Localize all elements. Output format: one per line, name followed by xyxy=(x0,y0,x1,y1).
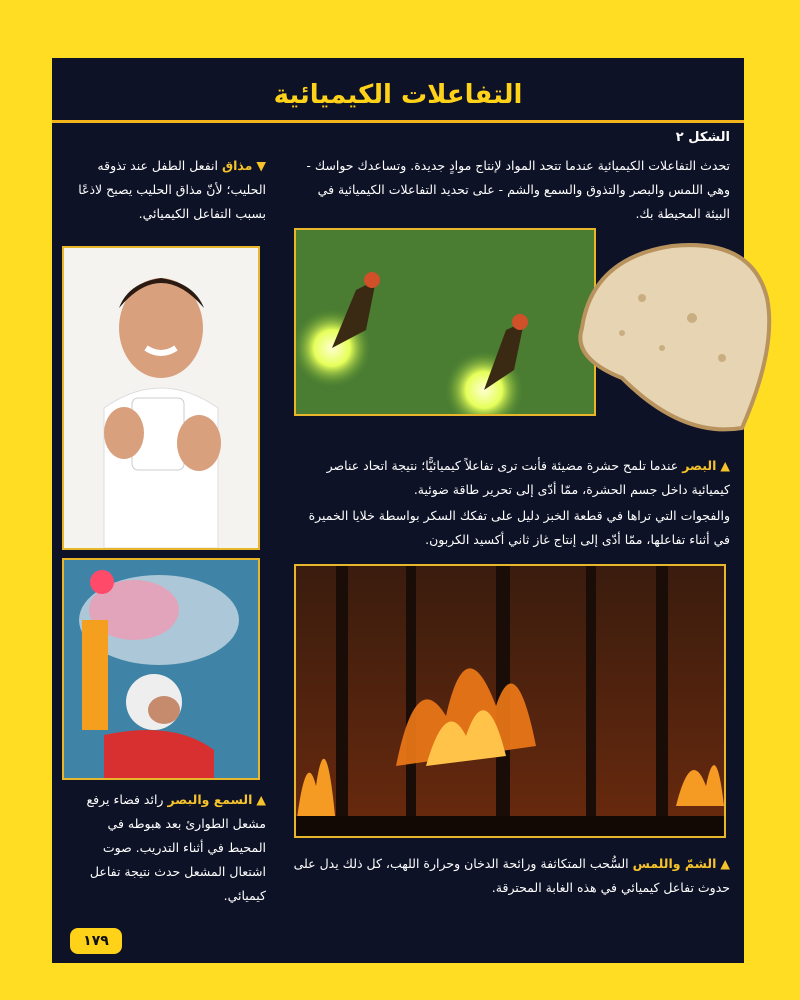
caption-taste-text: انفعل الطفل عند تذوقه الحليب؛ لأنّ مذاق الحليب يصبح لاذعًا بسبب التفاعل الكيميائي. xyxy=(78,158,266,221)
page-panel xyxy=(52,58,744,963)
caption-smell-text: السُّحب المتكاثفة ورائحة الدخان وحرارة اللهب، كل ذلك يدل على حدوث تفاعل كيميائي في هذه الغابة المحترقة. xyxy=(293,856,730,895)
page-number: ١٧٩ xyxy=(70,928,122,954)
caption-sight xyxy=(290,454,730,502)
firefly-photo xyxy=(294,228,596,416)
bread-slice-image xyxy=(562,238,782,438)
triangle-icon: ▲ xyxy=(720,856,730,871)
caption-smell-key: الشمّ واللمس xyxy=(632,856,717,871)
caption-hearing-key: السمع والبصر xyxy=(167,792,253,807)
intro-paragraph: تحدث التفاعلات الكيميائية عندما تتحد المواد لإنتاج موادٍ جديدة. وتساعدك حواسك - وهي اللمس والبصر والتذوق والسمع والشم - على تحديد التفاعلات الكيميائية في البيئة المحيطة بك. xyxy=(306,158,730,221)
bread-paragraph: والفجوات التي تراها في قطعة الخبز دليل على تفكك السكر بواسطة خلايا الخميرة في أثناء تفاعلها، ممّا أدّى إلى إنتاج غاز ثاني أكسيد الكربون. xyxy=(308,508,730,547)
page-title: التفاعلات الكيميائية xyxy=(273,80,523,110)
caption-taste-key: مذاق xyxy=(221,158,253,173)
caption-hearing-text: رائد فضاء يرفع مشعل الطوارئ بعد هبوطه في المحيط في أثناء التدريب. صوت اشتعال المشعل حدث نتيجة تفاعل كيميائي. xyxy=(86,792,266,903)
caption-smell xyxy=(290,852,730,900)
triangle-icon: ▲ xyxy=(720,458,730,473)
caption-sight-text: عندما تلمح حشرة مضيئة فأنت ترى تفاعلاً كيميائيًّا؛ نتيجة اتحاد عناصر كيميائية داخل جسم الحشرة، ممّا أدّى إلى تحرير طاقة ضوئية. xyxy=(326,458,730,497)
forest-fire-photo xyxy=(294,564,726,838)
child-tasting-photo xyxy=(62,246,260,550)
caption-sight-key: البصر xyxy=(682,458,717,473)
caption-taste xyxy=(66,154,266,226)
title-divider xyxy=(52,120,744,123)
triangle-icon: ▲ xyxy=(256,792,266,807)
triangle-icon: ▼ xyxy=(256,158,266,173)
astronaut-flare-photo xyxy=(62,558,260,780)
figure-label: الشكل ٢ xyxy=(675,130,730,145)
caption-hearing xyxy=(66,788,266,908)
